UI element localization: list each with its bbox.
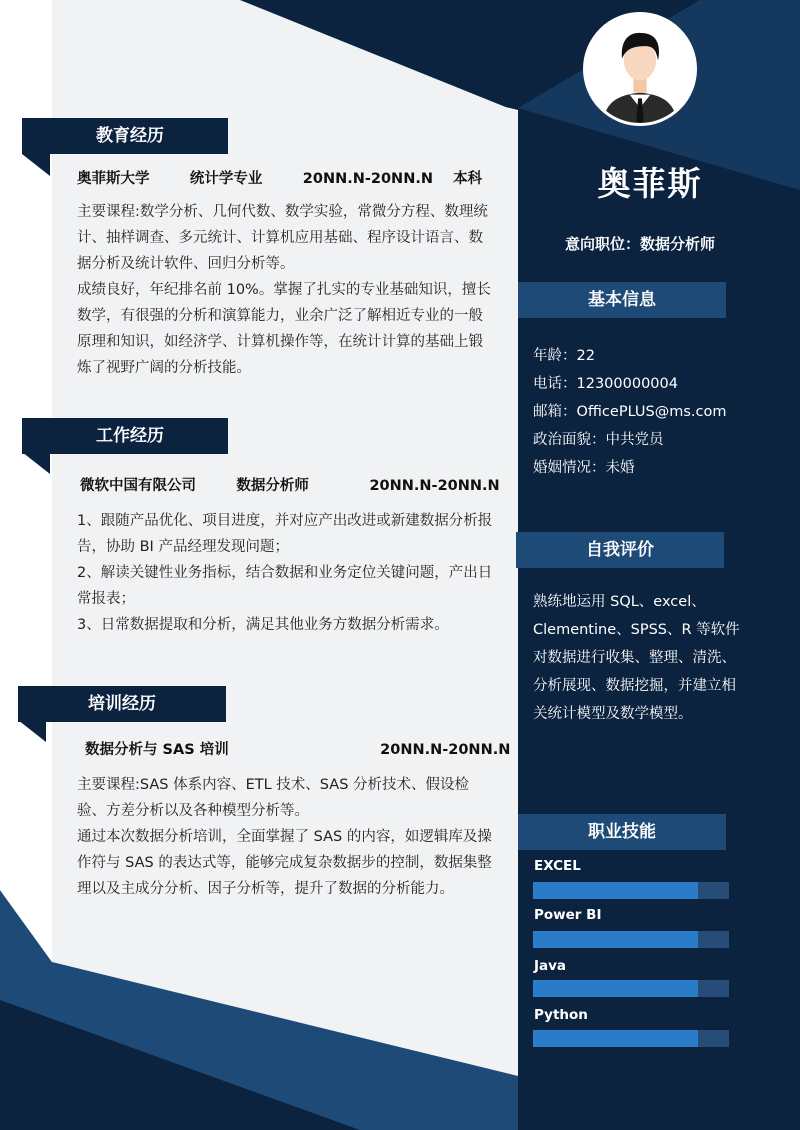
intended-position: 意向职位：数据分析师 [564, 235, 715, 253]
education-summary: 成绩良好，年纪排名前 10%。掌握了扎实的专业基础知识，擅长数学，有很强的分析和演算能力，业余广泛了解相近专业的一般原理和知识，如经济学、计算机操作等，在统计计算的基础上锻炼了视野广阔的分析技能。 [77, 282, 491, 376]
work-header: 工作经历 [22, 418, 228, 454]
avatar [583, 12, 697, 126]
info-email: 邮箱：OfficePLUS@ms.com [533, 404, 727, 420]
person-avatar-icon [586, 15, 694, 123]
skill-label: EXCEL [534, 858, 581, 874]
info-phone: 电话：12300000004 [533, 376, 678, 392]
skill-bar [533, 882, 729, 899]
work-body [77, 508, 497, 638]
skill-bar-fill [533, 980, 698, 997]
skill-label: Python [534, 1007, 588, 1023]
education-row-header: 奥菲斯大学 统计学专业 20NN.N-20NN.N 本科 [77, 171, 483, 187]
skill-bar [533, 931, 729, 948]
work-row-header: 微软中国有限公司 数据分析师 20NN.N-20NN.N [80, 478, 500, 494]
candidate-name: 奥菲斯 [597, 164, 703, 203]
skill-label: Java [534, 958, 567, 974]
self-eval-header: 自我评价 [516, 532, 724, 568]
info-marital: 婚姻情况：未婚 [533, 460, 635, 476]
work-item: 1、跟随产品优化、项目进度，并对应产出改进或新建数据分析报告，协助 BI 产品经理发现问题； [77, 513, 493, 555]
skill-bar [533, 980, 729, 997]
skill-bar-fill [533, 882, 698, 899]
training-header: 培训经历 [18, 686, 226, 722]
training-summary: 通过本次数据分析培训，全面掌握了 SAS 的内容，如逻辑库及操作符与 SAS 的表达式等，能够完成复杂数据步的控制，数据集整理以及主成分分析、因子分析等，提升了数据的分析能力。 [77, 829, 492, 897]
training-row-header: 数据分析与 SAS 培训 20NN.N-20NN.N [85, 742, 511, 758]
info-age: 年龄：22 [533, 348, 595, 364]
info-politics: 政治面貌：中共党员 [533, 432, 664, 448]
work-item: 2、解读关键性业务指标，结合数据和业务定位关键问题，产出日常报表； [77, 565, 493, 607]
work-item: 3、日常数据提取和分析，满足其他业务方数据分析需求。 [77, 617, 449, 633]
skill-bar [533, 1030, 729, 1047]
basic-info-header: 基本信息 [518, 282, 726, 318]
education-courses: 主要课程:数学分析、几何代数、数学实验，常微分方程、数理统计、抽样调查、多元统计、计算机应用基础、程序设计语言、数据分析及统计软件、回归分析等。 [77, 204, 488, 272]
education-header: 教育经历 [22, 118, 228, 154]
skills-header: 职业技能 [518, 814, 726, 850]
self-eval-text: 熟练地运用 SQL、excel、Clementine、SPSS、R 等软件对数据进行收集、整理、清洗、分析展现、数据挖掘，并建立相关统计模型及数学模型。 [533, 594, 740, 722]
skill-bar-fill [533, 1030, 698, 1047]
training-courses: 主要课程:SAS 体系内容、ETL 技术、SAS 分析技术、假设检验、方差分析以及各种模型分析等。 [77, 777, 470, 819]
training-body [77, 772, 497, 902]
education-body [77, 199, 497, 381]
skill-bar-fill [533, 931, 698, 948]
skill-label: Power BI [534, 907, 602, 923]
